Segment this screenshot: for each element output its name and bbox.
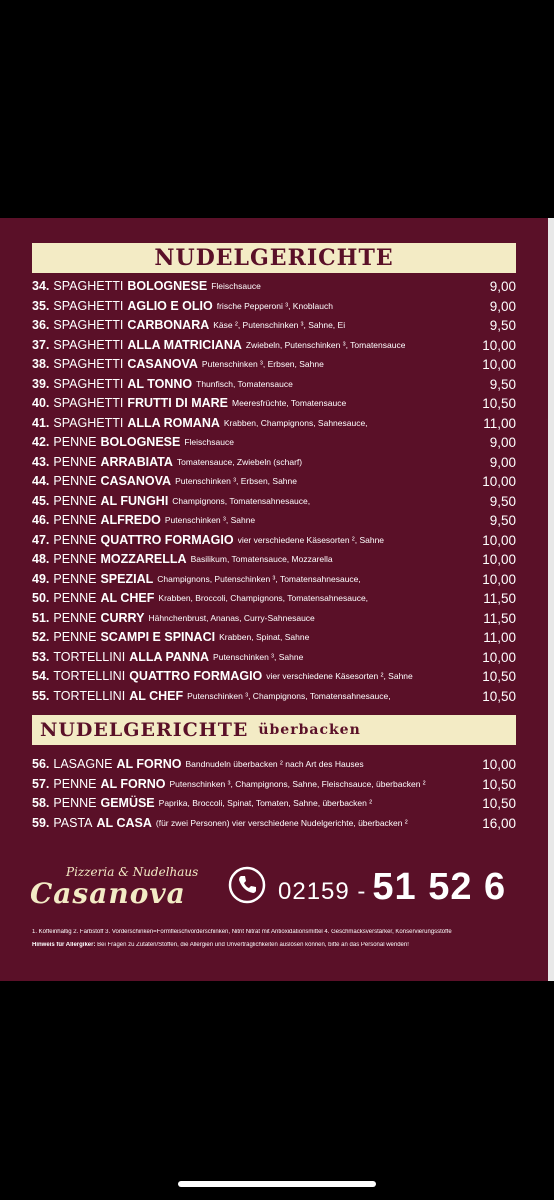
- item-price: 9,00: [489, 454, 516, 470]
- item-type: SPAGHETTI: [53, 396, 124, 410]
- item-number: 43.: [32, 454, 50, 469]
- item-price: 10,00: [482, 532, 516, 548]
- menu-item: [32, 570, 516, 590]
- menu-item: [32, 667, 516, 687]
- item-name: AL FORNO: [100, 776, 166, 791]
- menu-item: [32, 355, 516, 375]
- item-name: ALLA MATRICIANA: [127, 337, 242, 352]
- item-number: 52.: [32, 630, 50, 644]
- menu-item: [32, 814, 516, 834]
- menu-item: [32, 628, 516, 648]
- item-price: 10,00: [482, 757, 516, 772]
- item-price: 9,50: [489, 513, 516, 528]
- item-type: SPAGHETTI: [53, 337, 124, 352]
- item-price: 10,00: [482, 649, 516, 665]
- item-number: 55.: [32, 688, 50, 703]
- item-price: 11,50: [483, 591, 516, 606]
- item-number: 36.: [32, 318, 50, 332]
- item-type: PENNE: [53, 513, 97, 527]
- item-description: (für zwei Personen) vier verschiedene Nudelgerichte, überbacken ²: [155, 817, 408, 828]
- item-description: Thunfisch, Tomatensauce: [196, 378, 293, 389]
- item-type: PENNE: [53, 532, 97, 547]
- item-price: 10,00: [482, 337, 516, 353]
- item-type: TORTELLINI: [53, 649, 126, 664]
- menu-item: [32, 277, 516, 297]
- item-name: AL CHEF: [129, 688, 184, 703]
- item-type: PENNE: [53, 454, 97, 469]
- item-type: PENNE: [53, 610, 97, 625]
- item-description: Krabben, Champignons, Sahnesauce,: [223, 417, 368, 428]
- menu-item: [32, 531, 516, 551]
- item-name: ALFREDO: [100, 513, 161, 527]
- item-description: Fleischsauce: [184, 437, 234, 447]
- item-number: 51.: [32, 610, 50, 625]
- section-title-ueberbacken: [32, 715, 516, 745]
- item-name: MOZZARELLA: [100, 552, 187, 566]
- item-name: AL FUNGHI: [100, 493, 169, 508]
- item-number: 45.: [32, 493, 50, 508]
- item-description: vier verschiedene Käsesorten ², Sahne: [266, 671, 413, 681]
- item-type: SPAGHETTI: [53, 318, 124, 332]
- item-number: 53.: [32, 649, 50, 664]
- item-description: Putenschinken ³, Erbsen, Sahne: [201, 359, 324, 369]
- menu-item: [32, 492, 516, 512]
- item-name: CASANOVA: [127, 357, 198, 371]
- phone-prefix: 02159 -: [278, 878, 367, 905]
- menu-list-nudelgerichte: [32, 277, 516, 706]
- item-description: Bandnudeln überbacken ² nach Art des Hauses: [185, 759, 364, 769]
- item-price: 9,00: [489, 279, 516, 294]
- item-price: 9,50: [489, 376, 516, 392]
- item-name: CURRY: [100, 610, 145, 625]
- menu-item: [32, 394, 516, 414]
- item-number: 37.: [32, 337, 50, 352]
- item-type: LASAGNE: [53, 757, 113, 771]
- item-description: Hähnchenbrust, Ananas, Curry-Sahnesauce: [148, 612, 315, 623]
- menu-list-ueberbacken: [32, 755, 516, 833]
- item-name: AL CHEF: [100, 591, 155, 605]
- item-price: 10,50: [482, 796, 516, 811]
- allergy-label: Hinweis für Allergiker:: [32, 942, 96, 948]
- item-description: Champignons, Putenschinken ³, Tomatensahnesauce,: [157, 573, 361, 584]
- item-number: 35.: [32, 298, 50, 313]
- phone-main: 51 52 6: [372, 866, 507, 908]
- item-name: SPEZIAL: [100, 571, 154, 586]
- item-price: 10,50: [482, 396, 516, 411]
- item-price: 9,00: [489, 435, 516, 450]
- menu-item: [32, 589, 516, 609]
- item-description: Putenschinken ³, Sahne: [213, 651, 304, 662]
- section-title-text: NUDELGERICHTE: [40, 719, 249, 741]
- item-description: Krabben, Spinat, Sahne: [219, 632, 310, 642]
- item-price: 10,00: [482, 552, 516, 567]
- item-number: 46.: [32, 513, 50, 527]
- menu-item: [32, 648, 516, 668]
- item-number: 58.: [32, 796, 50, 810]
- item-number: 59.: [32, 815, 50, 830]
- item-price: 9,50: [489, 318, 516, 333]
- section-title-nudelgerichte: [32, 243, 516, 273]
- item-type: SPAGHETTI: [53, 357, 124, 371]
- item-name: SCAMPI E SPINACI: [100, 630, 216, 644]
- item-description: vier verschiedene Käsesorten ², Sahne: [237, 534, 385, 545]
- menu-item: [32, 687, 516, 707]
- item-number: 54.: [32, 669, 50, 683]
- item-description: Putenschinken ³, Sahne: [164, 515, 256, 525]
- home-indicator[interactable]: [178, 1181, 376, 1187]
- menu-item: [32, 433, 516, 453]
- item-number: 42.: [32, 435, 50, 449]
- item-type: PENNE: [53, 776, 97, 791]
- item-description: Fleischsauce: [211, 281, 261, 291]
- item-description: Meeresfrüchte, Tomatensauce: [232, 398, 347, 408]
- item-description: Champignons, Tomatensahnesauce,: [172, 495, 311, 506]
- item-number: 41.: [32, 415, 50, 430]
- footnote-allergy: [32, 942, 522, 948]
- item-name: ARRABIATA: [100, 454, 173, 469]
- casanova-logo: [30, 863, 210, 913]
- item-name: AL CASA: [96, 815, 152, 830]
- menu-item: [32, 472, 516, 492]
- item-type: PENNE: [53, 591, 97, 605]
- item-number: 47.: [32, 532, 50, 547]
- item-description: Krabben, Broccoli, Champignons, Tomatensahnesauce,: [158, 593, 369, 603]
- menu-item: [32, 336, 516, 356]
- item-type: SPAGHETTI: [53, 376, 124, 391]
- menu-item: [32, 297, 516, 317]
- menu-item: [32, 414, 516, 434]
- menu-item: [32, 375, 516, 395]
- item-description: Zwiebeln, Putenschinken ³, Tomatensauce: [245, 339, 406, 350]
- item-name: AL TONNO: [127, 376, 193, 391]
- footnote-additives: 1. Koffeinhaltig 2. Farbstoff 3. Vorderschinken=Formfleischvorderschinken, Nitrit Nitrat mit Antioxidationsmittel 4. Geschmacksverstärker, Konservierungsstoffe: [32, 929, 452, 935]
- item-name: ALLA ROMANA: [127, 415, 220, 430]
- item-type: PENNE: [53, 474, 97, 488]
- item-description: Paprika, Broccoli, Spinat, Tomaten, Sahne, überbacken ²: [158, 798, 373, 808]
- menu-item: [32, 316, 516, 336]
- item-name: QUATTRO FORMAGIO: [100, 532, 234, 547]
- item-number: 39.: [32, 376, 50, 391]
- item-type: PENNE: [53, 552, 97, 566]
- item-type: PENNE: [53, 571, 97, 586]
- item-description: Putenschinken ³, Champignons, Tomatensahnesauce,: [187, 690, 391, 701]
- item-price: 10,00: [482, 474, 516, 489]
- menu-item: [32, 609, 516, 629]
- item-type: TORTELLINI: [53, 688, 126, 703]
- item-price: 10,50: [482, 776, 516, 792]
- item-name: CARBONARA: [127, 318, 210, 332]
- menu-item: [32, 453, 516, 473]
- item-type: SPAGHETTI: [53, 298, 124, 313]
- page-edge: [548, 218, 554, 981]
- item-type: PENNE: [53, 435, 97, 449]
- item-type: PASTA: [53, 815, 93, 830]
- item-number: 48.: [32, 552, 50, 566]
- item-name: AGLIO E OLIO: [127, 298, 213, 313]
- item-name: BOLOGNESE: [100, 435, 181, 449]
- logo-name: Casanova: [30, 877, 186, 910]
- section-title-text: NUDELGERICHTE: [154, 245, 394, 271]
- item-name: ALLA PANNA: [129, 649, 210, 664]
- phone-number: [278, 866, 506, 909]
- item-name: GEMÜSE: [100, 796, 155, 810]
- item-number: 34.: [32, 279, 50, 293]
- item-number: 44.: [32, 474, 50, 488]
- item-name: CASANOVA: [100, 474, 172, 488]
- item-price: 9,50: [489, 493, 516, 509]
- item-price: 16,00: [482, 815, 516, 831]
- item-price: 10,00: [482, 357, 516, 372]
- menu-item: [32, 511, 516, 531]
- item-price: 11,00: [483, 415, 516, 431]
- item-name: FRUTTI DI MARE: [127, 396, 228, 410]
- item-number: 57.: [32, 776, 50, 791]
- menu-item: [32, 550, 516, 570]
- item-description: Putenschinken ³, Erbsen, Sahne: [175, 476, 297, 486]
- menu-item: [32, 755, 516, 775]
- menu-item: [32, 775, 516, 795]
- item-price: 11,50: [483, 610, 516, 626]
- item-description: Tomatensauce, Zwiebeln (scharf): [176, 456, 303, 467]
- item-type: PENNE: [53, 630, 97, 644]
- logo-subtitle: Pizzeria & Nudelhaus: [66, 865, 199, 879]
- item-price: 10,50: [482, 688, 516, 704]
- item-type: SPAGHETTI: [53, 279, 124, 293]
- item-number: 56.: [32, 757, 50, 771]
- item-price: 11,00: [483, 630, 516, 645]
- item-description: Basilikum, Tomatensauce, Mozzarella: [190, 554, 333, 564]
- item-price: 9,00: [489, 298, 516, 314]
- item-type: PENNE: [53, 493, 97, 508]
- item-description: Käse ², Putenschinken ³, Sahne, Ei: [213, 320, 346, 330]
- item-price: 10,50: [482, 669, 516, 684]
- item-type: PENNE: [53, 796, 97, 810]
- item-number: 40.: [32, 396, 50, 410]
- item-number: 38.: [32, 357, 50, 371]
- item-description: Putenschinken ³, Champignons, Sahne, Fleischsauce, überbacken ²: [169, 778, 426, 789]
- item-name: BOLOGNESE: [127, 279, 208, 293]
- menu-item: [32, 794, 516, 814]
- item-type: TORTELLINI: [53, 669, 126, 683]
- item-price: 10,00: [482, 571, 516, 587]
- item-name: AL FORNO: [116, 757, 182, 771]
- section-title-subtext: überbacken: [258, 722, 361, 738]
- item-name: QUATTRO FORMAGIO: [129, 669, 263, 683]
- menu-card: [0, 218, 548, 981]
- item-type: SPAGHETTI: [53, 415, 124, 430]
- item-number: 49.: [32, 571, 50, 586]
- item-description: frische Pepperoni ³, Knoblauch: [216, 300, 333, 311]
- item-number: 50.: [32, 591, 50, 605]
- phone-icon: [228, 866, 266, 904]
- allergy-text: Bei Fragen zu Zutaten/Stoffen, die Allergien und Unverträglichkeiten auslösen können, bitte an das Personal wenden!: [95, 942, 409, 948]
